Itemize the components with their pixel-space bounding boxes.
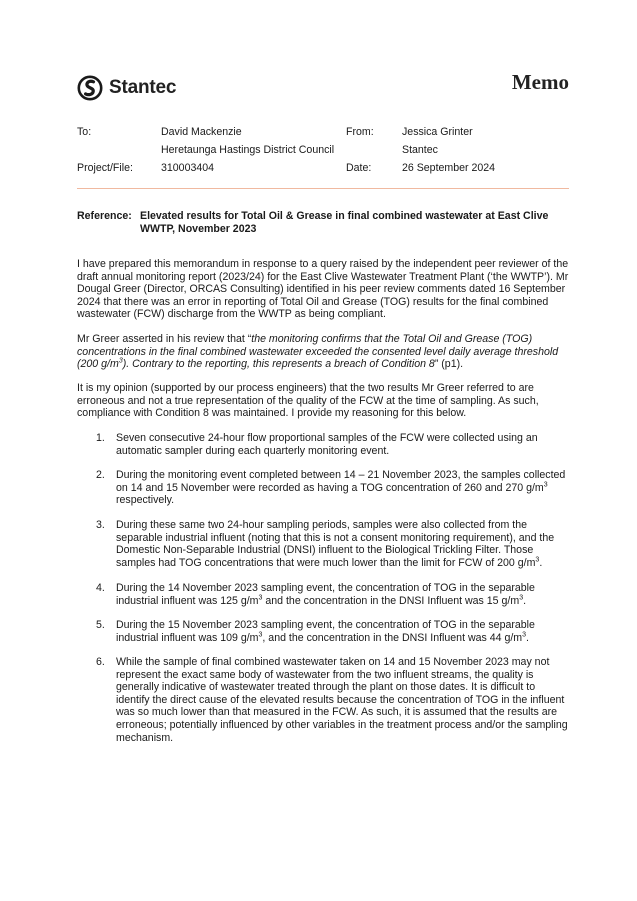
list-number: 3.	[96, 519, 105, 531]
list-number: 4.	[96, 582, 105, 594]
paragraph-intro: I have prepared this memorandum in response to a query raised by the independent peer reviewer of the draft annual monitoring report (2023/24) for the East Clive Wastewater Treatment Plant (‘the WWTP’). Mr Dougal Greer (Director, ORCAS Consulting) identified in his peer review comments dated 16 September 2024 that there was an error in reporting of Total Oil and Grease (TOG) results for the final combined wastewater (FCW) discharge from the WWTP as being compliant.	[77, 258, 569, 321]
date-value: 26 September 2024	[402, 162, 496, 174]
project-value: 310003404	[161, 162, 215, 174]
reference-text: Elevated results for Total Oil & Grease in final combined wastewater at East Clive WWTP, November 2023	[140, 210, 549, 235]
list-text: During the monitoring event completed between 14 – 21 November 2023, the samples collected on 14 and 15 November were recorded as having a TOG concentration of 260 and 270 $g/m^3$ respectively.	[116, 469, 566, 507]
list-text: During the 14 November 2023 sampling event, the concentration of TOG in the separable industrial influent was 125 $g/m^3$ and the concentration in the DNSI Influent was 15 $g/m^3$.	[116, 582, 535, 607]
list-text: During these same two 24-hour sampling periods, samples were also collected from the separable industrial influent (noting that this is not a consent monitoring requirement), and the Domestic Non-Separable Industrial (DNSI) influent to the Biological Trickling Filter. Those samples had TOG concentrations that were much lower than the limit for FCW of 200 $g/m^3$.	[116, 519, 555, 569]
brand-name: Stantec	[109, 76, 177, 98]
list-text: Seven consecutive 24-hour flow proportional samples of the FCW were collected using an automatic sampler during each quarterly monitoring event.	[116, 432, 538, 457]
quote-text: the monitoring confirms that the Total Oil and Grease (TOG) concentrations in the final combined wastewater exceeded the consented level daily average threshold (200 $g/m^3$). Contrary to the reporting, this represents a breach of Condition 8	[77, 333, 559, 371]
list-text: During the 15 November 2023 sampling event, the concentration of TOG in the separable industrial influent was 109 $g/m^3$, and the concentration in the DNSI Influent was 44 $g/m^3$.	[116, 619, 535, 644]
paragraph-opinion: It is my opinion (supported by our process engineers) that the two results Mr Greer referred to are erroneous and not a true representation of the quality of the FCW at the time of sampling. As such, compliance with Condition 8 was maintained. I provide my reasoning for this below.	[77, 382, 539, 420]
project-label: Project/File:	[77, 162, 133, 174]
from-label: From:	[346, 126, 374, 138]
document-type-title: Memo	[511, 70, 569, 94]
to-organisation: Heretaunga Hastings District Council	[161, 144, 335, 156]
reference-label: Reference:	[77, 210, 132, 222]
from-name: Jessica Grinter	[402, 126, 473, 138]
to-name: David Mackenzie	[161, 126, 242, 138]
stantec-logo-icon	[77, 75, 103, 101]
list-number: 2.	[96, 469, 105, 481]
date-label: Date:	[346, 162, 372, 174]
header-divider	[77, 188, 569, 189]
list-number: 5.	[96, 619, 105, 631]
paragraph-greer-assertion: Mr Greer asserted in his review that “the monitoring confirms that the Total Oil and Grease (TOG) concentrations in the final combined wastewater exceeded the consented level daily average threshold (200 $g/m^3$). Contrary to the reporting, this represents a breach of Condition 8” (p1).	[77, 333, 559, 371]
to-label: To:	[77, 126, 92, 138]
list-number: 6.	[96, 656, 105, 668]
list-text: While the sample of final combined wastewater taken on 14 and 15 November 2023 may not represent the exact same body of wastewater from the two influent streams, the quality is generally indicative of wastewater treated through the plant on those dates. It is difficult to identify the direct cause of the elevated results because the concentration of TOG in the influent was so much lower than that measured in the FCW. As such, it is assumed that the results are erroneous; potentially influenced by other variables in the treatment process and/or the sampling mechanism.	[116, 656, 568, 744]
stantec-logo	[77, 74, 176, 102]
list-number: 1.	[96, 432, 105, 444]
from-organisation: Stantec	[402, 144, 438, 156]
